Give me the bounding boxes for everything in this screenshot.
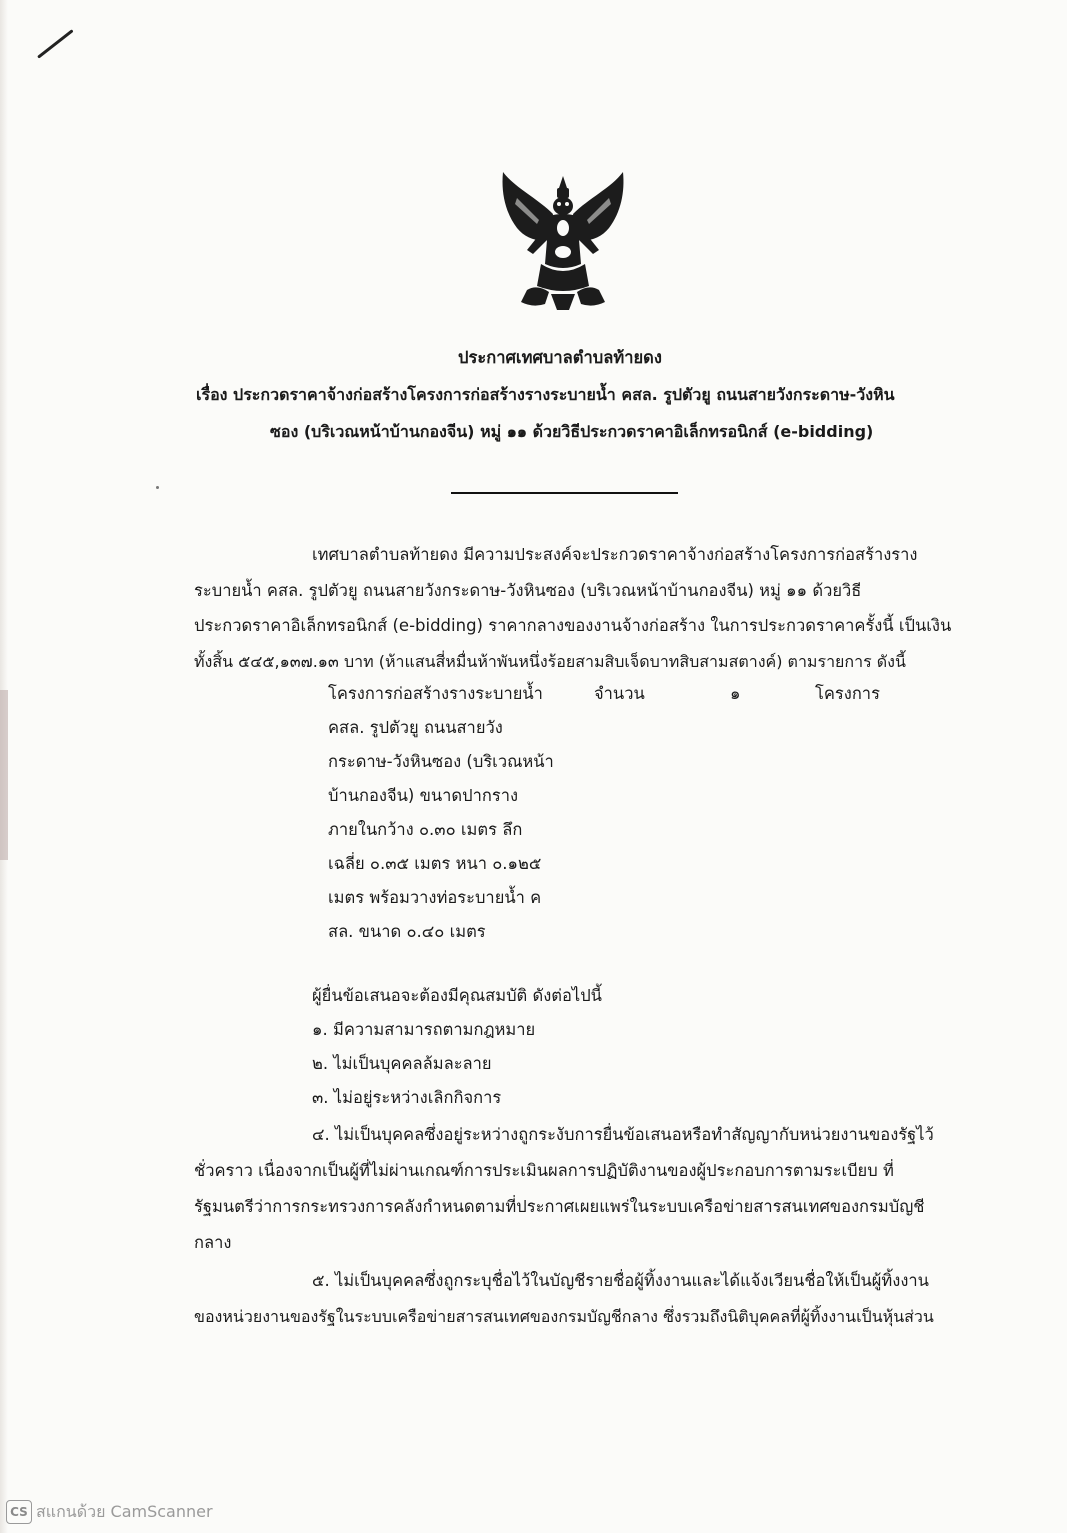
- qualification-2: ๒. ไม่เป็นบุคคลล้มละลาย: [312, 1054, 492, 1073]
- item-desc-line-6: เฉลี่ย ๐.๓๕ เมตร หนา ๐.๑๒๕: [328, 854, 542, 873]
- item-desc-line-5: ภายในกว้าง ๐.๓๐ เมตร ลึก: [328, 820, 523, 839]
- item-unit: โครงการ: [815, 684, 880, 703]
- announcement-title: ประกาศเทศบาลตำบลท้ายดง: [458, 348, 662, 367]
- subject-line-2: ซอง (บริเวณหน้าบ้านกองจีน) หมู่ ๑๑ ด้วยวิธีประกวดราคาอิเล็กทรอนิกส์ (e-bidding): [270, 422, 874, 441]
- intro-line-1: เทศบาลตำบลท้ายดง มีความประสงค์จะประกวดราคาจ้างก่อสร้างโครงการก่อสร้างราง: [312, 545, 918, 564]
- item-desc-line-7: เมตร พร้อมวางท่อระบายน้ำ ค: [328, 888, 542, 907]
- item-desc-line-8: สล. ขนาด ๐.๔๐ เมตร: [328, 922, 486, 941]
- item-desc-line-2: คสล. รูปตัวยู ถนนสายวัง: [328, 718, 503, 737]
- item-desc-line-4: บ้านกองจีน) ขนาดปากราง: [328, 786, 519, 805]
- scan-edge-tint: [0, 690, 8, 860]
- qualification-5-line-1: ๕. ไม่เป็นบุคคลซึ่งถูกระบุชื่อไว้ในบัญชีรายชื่อผู้ทิ้งงานและได้แจ้งเวียนชื่อให้เป็นผู้ทิ้งงาน: [312, 1271, 929, 1290]
- subject-line-1: เรื่อง ประกวดราคาจ้างก่อสร้างโครงการก่อสร้างรางระบายน้ำ คสล. รูปตัวยู ถนนสายวังกระดาษ-วังหิน: [196, 385, 895, 404]
- qualification-4-line-4: กลาง: [194, 1233, 232, 1252]
- item-desc-line-3: กระดาษ-วังหินซอง (บริเวณหน้า: [328, 752, 554, 771]
- item-qty-label: จำนวน: [594, 684, 645, 703]
- intro-line-4: ทั้งสิ้น ๕๔๕,๑๓๗.๑๓ บาท (ห้าแสนสี่หมื่นห้าพันหนึ่งร้อยสามสิบเจ็ดบาทสิบสามสตางค์) ตามรายการ ดังนี้: [194, 652, 906, 671]
- camscanner-logo: CS: [6, 1500, 32, 1524]
- intro-line-3: ประกวดราคาอิเล็กทรอนิกส์ (e-bidding) ราคากลางของงานจ้างก่อสร้าง ในการประกวดราคาครั้งนี้ เป็นเงิน: [194, 616, 952, 635]
- qualification-1: ๑. มีความสามารถตามกฎหมาย: [312, 1020, 536, 1039]
- title-divider: [451, 492, 678, 494]
- camscanner-watermark: สแกนด้วย CamScanner: [36, 1502, 213, 1521]
- pen-mark: [37, 29, 74, 58]
- item-desc-line-1: โครงการก่อสร้างรางระบายน้ำ: [328, 684, 543, 703]
- garuda-emblem-icon: [497, 168, 629, 314]
- intro-line-2: ระบายน้ำ คสล. รูปตัวยู ถนนสายวังกระดาษ-วังหินซอง (บริเวณหน้าบ้านกองจีน) หมู่ ๑๑ ด้วยวิธี: [194, 581, 862, 600]
- item-qty-value: ๑: [730, 684, 741, 703]
- qualification-5-line-2: ของหน่วยงานของรัฐในระบบเครือข่ายสารสนเทศของกรมบัญชีกลาง ซึ่งรวมถึงนิติบุคคลที่ผู้ทิ้งงานเป็นหุ้นส่วน: [194, 1307, 934, 1326]
- qualifications-heading: ผู้ยื่นข้อเสนอจะต้องมีคุณสมบัติ ดังต่อไปนี้: [312, 986, 602, 1005]
- qualification-4-line-3: รัฐมนตรีว่าการกระทรวงการคลังกำหนดตามที่ประกาศเผยแพร่ในระบบเครือข่ายสารสนเทศของกรมบัญชี: [194, 1197, 925, 1216]
- qualification-4-line-1: ๔. ไม่เป็นบุคคลซึ่งอยู่ระหว่างถูกระงับการยื่นข้อเสนอหรือทำสัญญากับหน่วยงานของรัฐไว้: [312, 1125, 934, 1144]
- qualification-4-line-2: ชั่วคราว เนื่องจากเป็นผู้ที่ไม่ผ่านเกณฑ์การประเมินผลการปฏิบัติงานของผู้ประกอบการตามระเบียบ ที่: [194, 1161, 894, 1180]
- qualification-3: ๓. ไม่อยู่ระหว่างเลิกกิจการ: [312, 1088, 502, 1107]
- scan-speck: [156, 486, 159, 489]
